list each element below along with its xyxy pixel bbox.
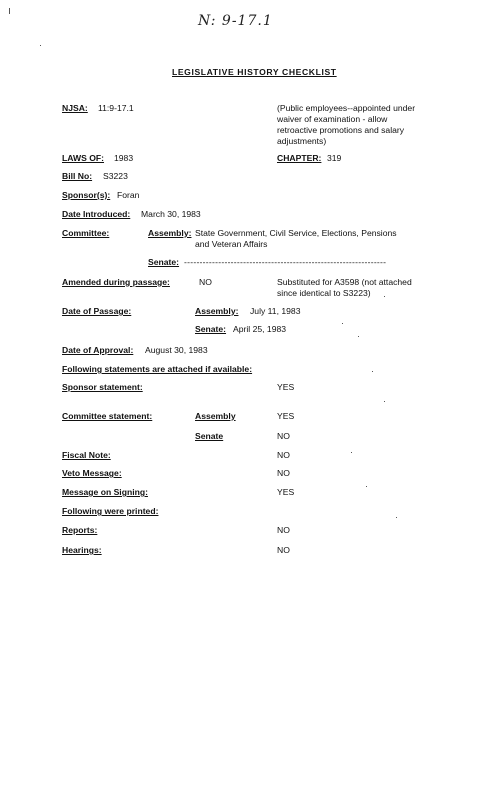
- message-on-signing-value: YES: [277, 487, 295, 497]
- laws-of-value: 1983: [114, 153, 134, 163]
- passage-assembly-label: Assembly:: [195, 306, 239, 316]
- scan-speck: [351, 452, 352, 453]
- amended-label: Amended during passage:: [62, 277, 170, 287]
- statements-heading: Following statements are attached if available:: [62, 364, 253, 374]
- sponsor-value: Foran: [117, 190, 140, 200]
- fiscal-note-label: Fiscal Note:: [62, 450, 111, 460]
- description-line: (Public employees--appointed under: [277, 103, 416, 113]
- scan-speck: [40, 45, 41, 46]
- committee-assembly-label: Assembly:: [148, 228, 192, 238]
- scan-speck: [9, 8, 10, 14]
- date-introduced-value: March 30, 1983: [141, 209, 201, 219]
- scan-speck: [396, 517, 397, 518]
- veto-message-label: Veto Message:: [62, 468, 122, 478]
- committee-statement-assembly-label: Assembly: [195, 411, 236, 421]
- date-of-passage-label: Date of Passage:: [62, 306, 132, 316]
- date-of-approval-value: August 30, 1983: [145, 345, 208, 355]
- scan-speck: [384, 296, 385, 297]
- sponsor-label: Sponsor(s):: [62, 190, 111, 200]
- committee-statement-assembly-value: YES: [277, 411, 295, 421]
- printed-heading: Following were printed:: [62, 506, 159, 516]
- amended-note: since identical to S3223): [277, 288, 371, 298]
- reports-value: NO: [277, 525, 290, 535]
- passage-senate-label: Senate:: [195, 324, 227, 334]
- chapter-value: 319: [327, 153, 342, 163]
- description-line: retroactive promotions and salary: [277, 125, 405, 135]
- passage-assembly-value: July 11, 1983: [250, 306, 301, 316]
- hearings-value: NO: [277, 545, 290, 555]
- hearings-label: Hearings:: [62, 545, 102, 555]
- scan-speck: [372, 371, 373, 372]
- bill-no-label: Bill No:: [62, 171, 93, 181]
- scan-speck: [366, 486, 367, 487]
- committee-statement-senate-value: NO: [277, 431, 290, 441]
- committee-assembly-value: State Government, Civil Service, Elections, Pensions: [195, 228, 397, 238]
- amended-value: NO: [199, 277, 212, 287]
- njsa-value: 11:9-17.1: [98, 103, 134, 113]
- committee-statement-label: Committee statement:: [62, 411, 153, 421]
- sponsor-statement-value: YES: [277, 382, 295, 392]
- scan-speck: [358, 336, 359, 337]
- committee-senate-value: -----------------------------------------------------------------: [184, 257, 387, 267]
- laws-of-label: LAWS OF:: [62, 153, 105, 163]
- amended-note: Substituted for A3598 (not attached: [277, 277, 412, 287]
- reports-label: Reports:: [62, 525, 98, 535]
- page-title: LEGISLATIVE HISTORY CHECKLIST: [172, 67, 337, 77]
- njsa-label: NJSA:: [62, 103, 88, 113]
- chapter-label: CHAPTER:: [277, 153, 322, 163]
- committee-senate-label: Senate:: [148, 257, 180, 267]
- sponsor-statement-label: Sponsor statement:: [62, 382, 143, 392]
- date-introduced-label: Date Introduced:: [62, 209, 131, 219]
- date-of-approval-label: Date of Approval:: [62, 345, 134, 355]
- passage-senate-value: April 25, 1983: [233, 324, 287, 334]
- fiscal-note-value: NO: [277, 450, 290, 460]
- description-line: waiver of examination - allow: [277, 114, 388, 124]
- bill-no-value: S3223: [103, 171, 128, 181]
- scan-speck: [384, 401, 385, 402]
- veto-message-value: NO: [277, 468, 290, 478]
- description-line: adjustments): [277, 136, 327, 146]
- committee-label: Committee:: [62, 228, 110, 238]
- committee-assembly-value: and Veteran Affairs: [195, 239, 268, 249]
- handwritten-note: N: 9-17.1: [198, 13, 273, 29]
- committee-statement-senate-label: Senate: [195, 431, 224, 441]
- message-on-signing-label: Message on Signing:: [62, 487, 148, 497]
- scan-speck: [342, 323, 343, 324]
